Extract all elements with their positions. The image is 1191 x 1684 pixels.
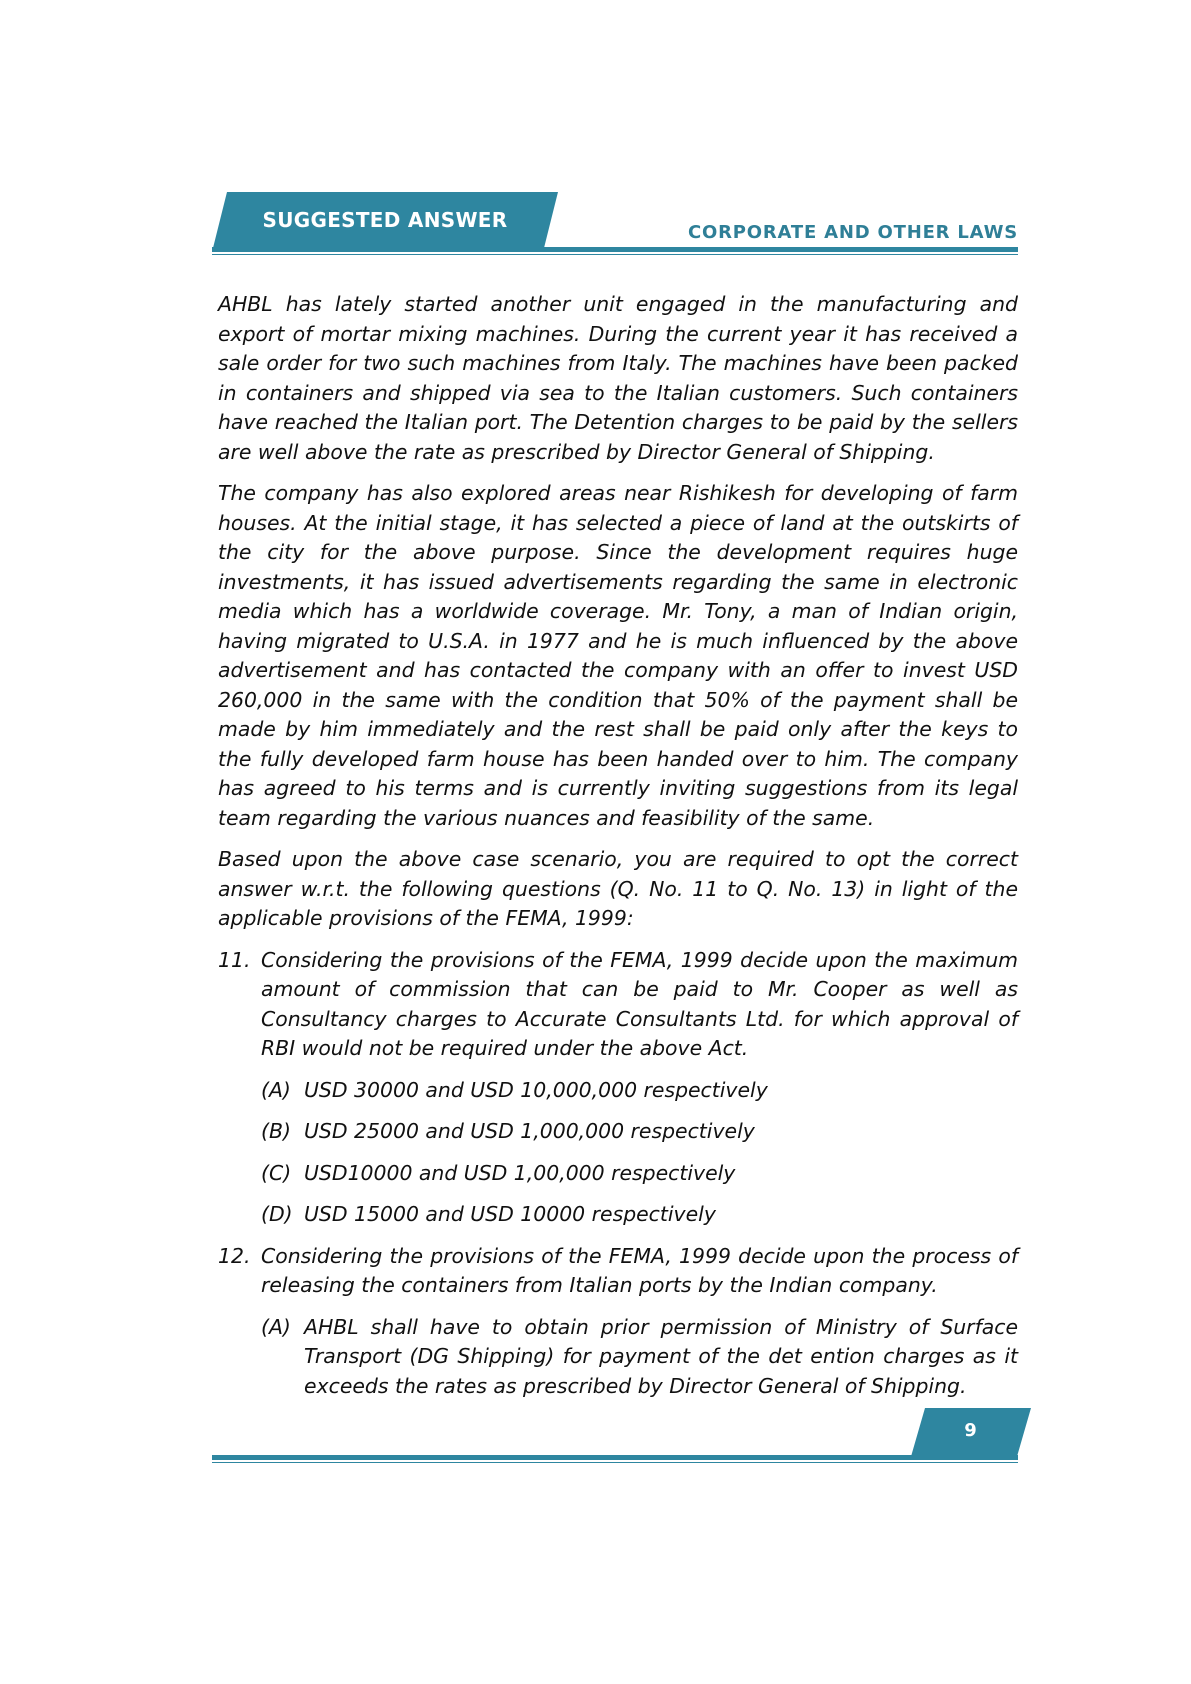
footer-rule-thick [212,1455,1018,1460]
question-text: Considering the provisions of the FEMA, 1999 decide upon the process of releasing the containers from Italian ports by the Indian company. [261,1243,1018,1297]
page-number: 9 [964,1420,977,1441]
option-text: USD10000 and USD 1,00,000 respectively [304,1160,736,1185]
question-number: 12. [218,1243,251,1268]
option-text: AHBL shall have to obtain prior permission of Ministry of Surface Transport (DG Shipping) for payment of the det ention charges as it exceeds the rates as prescribed by Director General of Shipping. [304,1314,1018,1398]
option-letter: (C) [261,1160,292,1185]
option-letter: (A) [261,1077,291,1102]
option-text: USD 30000 and USD 10,000,000 respectively [304,1077,768,1102]
question-11-option-b [261,1117,1018,1147]
question-number: 11. [218,947,251,972]
footer-rule-thin [212,1462,1018,1463]
option-letter: (A) [261,1314,291,1339]
option-letter: (B) [261,1119,291,1143]
question-11-option-c [261,1159,1018,1189]
question-text: Considering the provisions of the FEMA, 1999 decide upon the maximum amount of commission that can be paid to Mr. Cooper as well as Consultancy charges to Accurate Consultants Ltd. for which approval of RBI would not be required under the above Act. [261,947,1018,1060]
option-text: USD 25000 and USD 1,000,000 respectively [304,1119,755,1143]
question-12 [218,1242,1018,1301]
option-letter: (D) [261,1202,293,1226]
question-12-option-a [261,1313,1018,1402]
header-tab-label: SUGGESTED ANSWER [262,208,508,232]
header-rule-thin [212,254,1018,255]
question-11-option-d [261,1200,1018,1230]
page-content [218,290,1018,1401]
paragraph-farm-houses: The company has also explored areas near Rishikesh for developing of farm houses. At the initial stage, it has selected a piece of land at the outskirts of the city for the above purpose. Since the development requires huge investments, it has issued advertisements regarding the same in electronic media which has a worldwide coverage. Mr. Tony, a man of Indian origin, having migrated to U.S.A. in 1977 and he is much influenced by the above advertisement and has contacted the company with an offer to invest USD 260,000 in the same with the condition that 50% of the payment shall be made by him immediately and the rest shall be paid only after the keys to the fully developed farm house has been handed over to him. The company has agreed to his terms and is currently inviting suggestions from its legal team regarding the various nuances and feasibility of the same. [218,481,1018,830]
question-11-option-a [261,1076,1018,1106]
option-text: USD 15000 and USD 10000 respectively [304,1202,716,1226]
paragraph-export-unit: AHBL has lately started another unit engaged in the manufacturing and export of mortar mixing machines. During the current year it has received a sale order for two such machines from Italy. The machines have been packed in containers and shipped via sea to the Italian customers. Such containers have reached the Italian port. The Detention charges to be paid by the sellers are well above the rate as prescribed by Director General of Shipping. [218,292,1018,464]
paragraph-instructions: Based upon the above case scenario, you are required to opt the correct answer w.r.t. the following questions (Q. No. 11 to Q. No. 13) in light of the applicable provisions of the FEMA, 1999: [218,847,1018,930]
header-rule-thick [212,247,1018,252]
question-11 [218,946,1018,1064]
subject-title: CORPORATE AND OTHER LAWS [688,222,1018,243]
